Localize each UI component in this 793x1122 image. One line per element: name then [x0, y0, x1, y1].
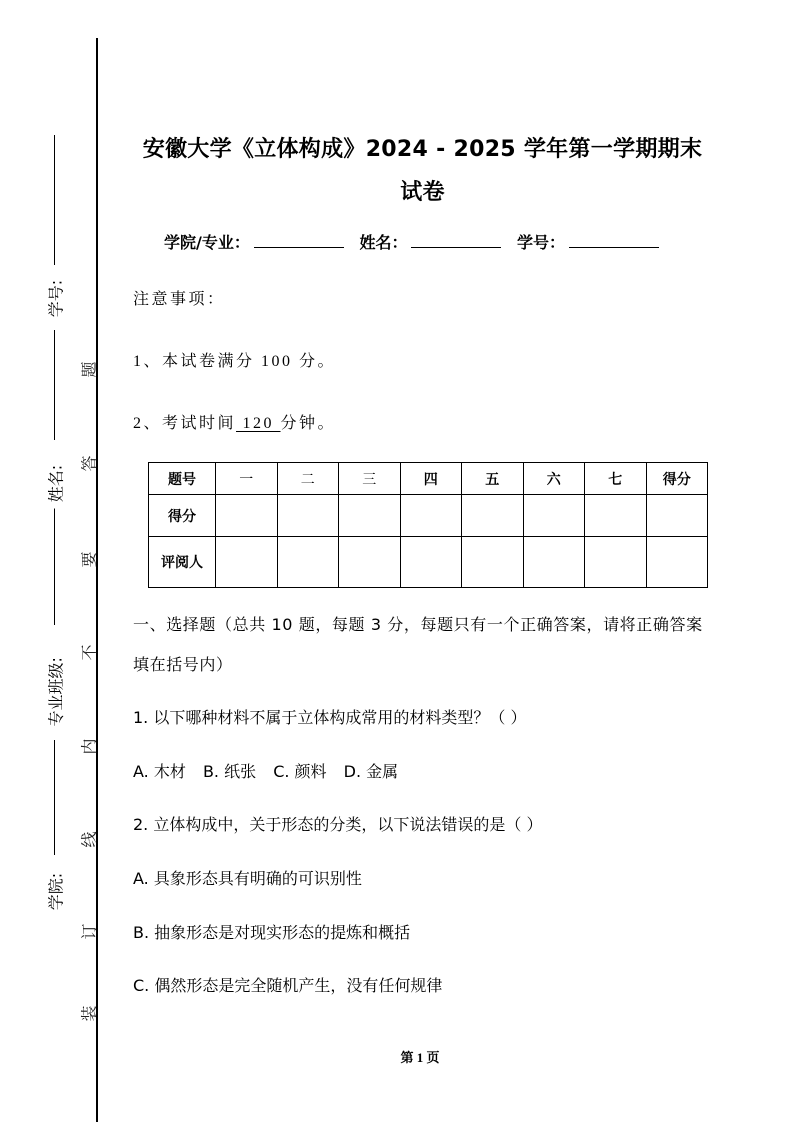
seal-char: 订: [79, 923, 99, 940]
notes-item-2: [133, 410, 336, 433]
college-major-field[interactable]: [254, 233, 344, 248]
seal-char: 答: [79, 455, 99, 472]
binding-label-class: 专业班级:: [44, 677, 67, 727]
college-major-label: 学院/专业：: [164, 233, 250, 252]
seal-char: 线: [79, 831, 99, 848]
binding-underline-student-id: [54, 135, 55, 265]
question-2-option-c[interactable]: C. 偶然形态是完全随机产生，没有任何规律: [133, 976, 443, 995]
reviewer-cell[interactable]: [523, 537, 585, 588]
notes-heading: 注意事项：: [133, 291, 226, 308]
row-label: 评阅人: [149, 537, 216, 588]
reviewer-cell[interactable]: [462, 537, 524, 588]
question-1-option-d[interactable]: D. 金属: [343, 762, 399, 781]
name-field[interactable]: [411, 233, 501, 248]
question-1-option-b[interactable]: B. 纸张: [202, 762, 257, 781]
reviewer-cell[interactable]: [585, 537, 647, 588]
question-2-option-a[interactable]: A. 具象形态具有明确的可识别性: [133, 869, 362, 888]
page-number: 第 1 页: [400, 1050, 440, 1065]
header-cell: 六: [523, 463, 585, 495]
score-table: [148, 462, 708, 588]
score-cell[interactable]: [277, 495, 339, 537]
name-label: 姓名：: [359, 233, 408, 252]
question-1-options: [133, 759, 398, 782]
score-table-header-row: [149, 463, 708, 495]
score-cell[interactable]: [585, 495, 647, 537]
question-1-option-c[interactable]: C. 颜料: [273, 762, 327, 781]
header-cell: 得分: [646, 463, 708, 495]
exam-title-line2: 试卷: [400, 180, 445, 205]
binding-line: [96, 38, 98, 1122]
header-cell: 二: [277, 463, 339, 495]
question-2-stem: 2. 立体构成中，关于形态的分类，以下说法错误的是（ ）: [133, 815, 543, 834]
score-cell[interactable]: [523, 495, 585, 537]
seal-char: 题: [79, 361, 99, 378]
seal-char: 要: [79, 551, 99, 568]
binding-label-college: 学院:: [44, 867, 67, 917]
score-cell[interactable]: [339, 495, 401, 537]
seal-char: 内: [79, 738, 99, 755]
header-cell: 五: [462, 463, 524, 495]
reviewer-cell[interactable]: [646, 537, 708, 588]
score-row: [149, 495, 708, 537]
binding-underline-name-top: [54, 330, 55, 440]
binding-underline-class: [54, 740, 55, 855]
binding-label-student-id: 学号:: [44, 274, 67, 324]
binding-label-name: 姓名:: [44, 459, 67, 509]
exam-duration-value: 120: [236, 415, 281, 432]
exam-title-line1: 安徽大学《立体构成》2024 - 2025 学年第一学期期末: [142, 137, 703, 162]
header-cell: 七: [585, 463, 647, 495]
score-cell[interactable]: [462, 495, 524, 537]
reviewer-cell[interactable]: [216, 537, 278, 588]
seal-char: 不: [79, 644, 99, 661]
notes-item-2-suffix: 分钟。: [280, 415, 337, 432]
score-cell[interactable]: [646, 495, 708, 537]
section-heading-multiple-choice: 一、选择题（总共 10 题，每题 3 分，每题只有一个正确答案，请将正确答案填在括号内）: [133, 615, 703, 674]
reviewer-cell[interactable]: [277, 537, 339, 588]
reviewer-cell[interactable]: [400, 537, 462, 588]
row-label: 得分: [149, 495, 216, 537]
question-2-option-b[interactable]: B. 抽象形态是对现实形态的提炼和概括: [133, 923, 411, 942]
notes-item-2-prefix: 2、考试时间: [133, 415, 237, 432]
question-1-option-a[interactable]: A. 木材: [133, 762, 186, 781]
student-id-label: 学号：: [517, 233, 566, 252]
question-1-stem: 1. 以下哪种材料不属于立体构成常用的材料类型？（ ）: [133, 708, 527, 727]
header-cell: 四: [400, 463, 462, 495]
binding-underline-name: [54, 500, 55, 625]
reviewer-cell[interactable]: [339, 537, 401, 588]
student-id-field[interactable]: [569, 233, 659, 248]
exam-title: [125, 128, 720, 214]
seal-char: 装: [79, 1005, 99, 1022]
header-cell: 一: [216, 463, 278, 495]
header-cell: 三: [339, 463, 401, 495]
notes-item-1: 1、本试卷满分 100 分。: [133, 353, 337, 370]
header-cell: 题号: [149, 463, 216, 495]
reviewer-row: [149, 537, 708, 588]
student-info-line: [164, 230, 659, 253]
score-cell[interactable]: [400, 495, 462, 537]
score-cell[interactable]: [216, 495, 278, 537]
